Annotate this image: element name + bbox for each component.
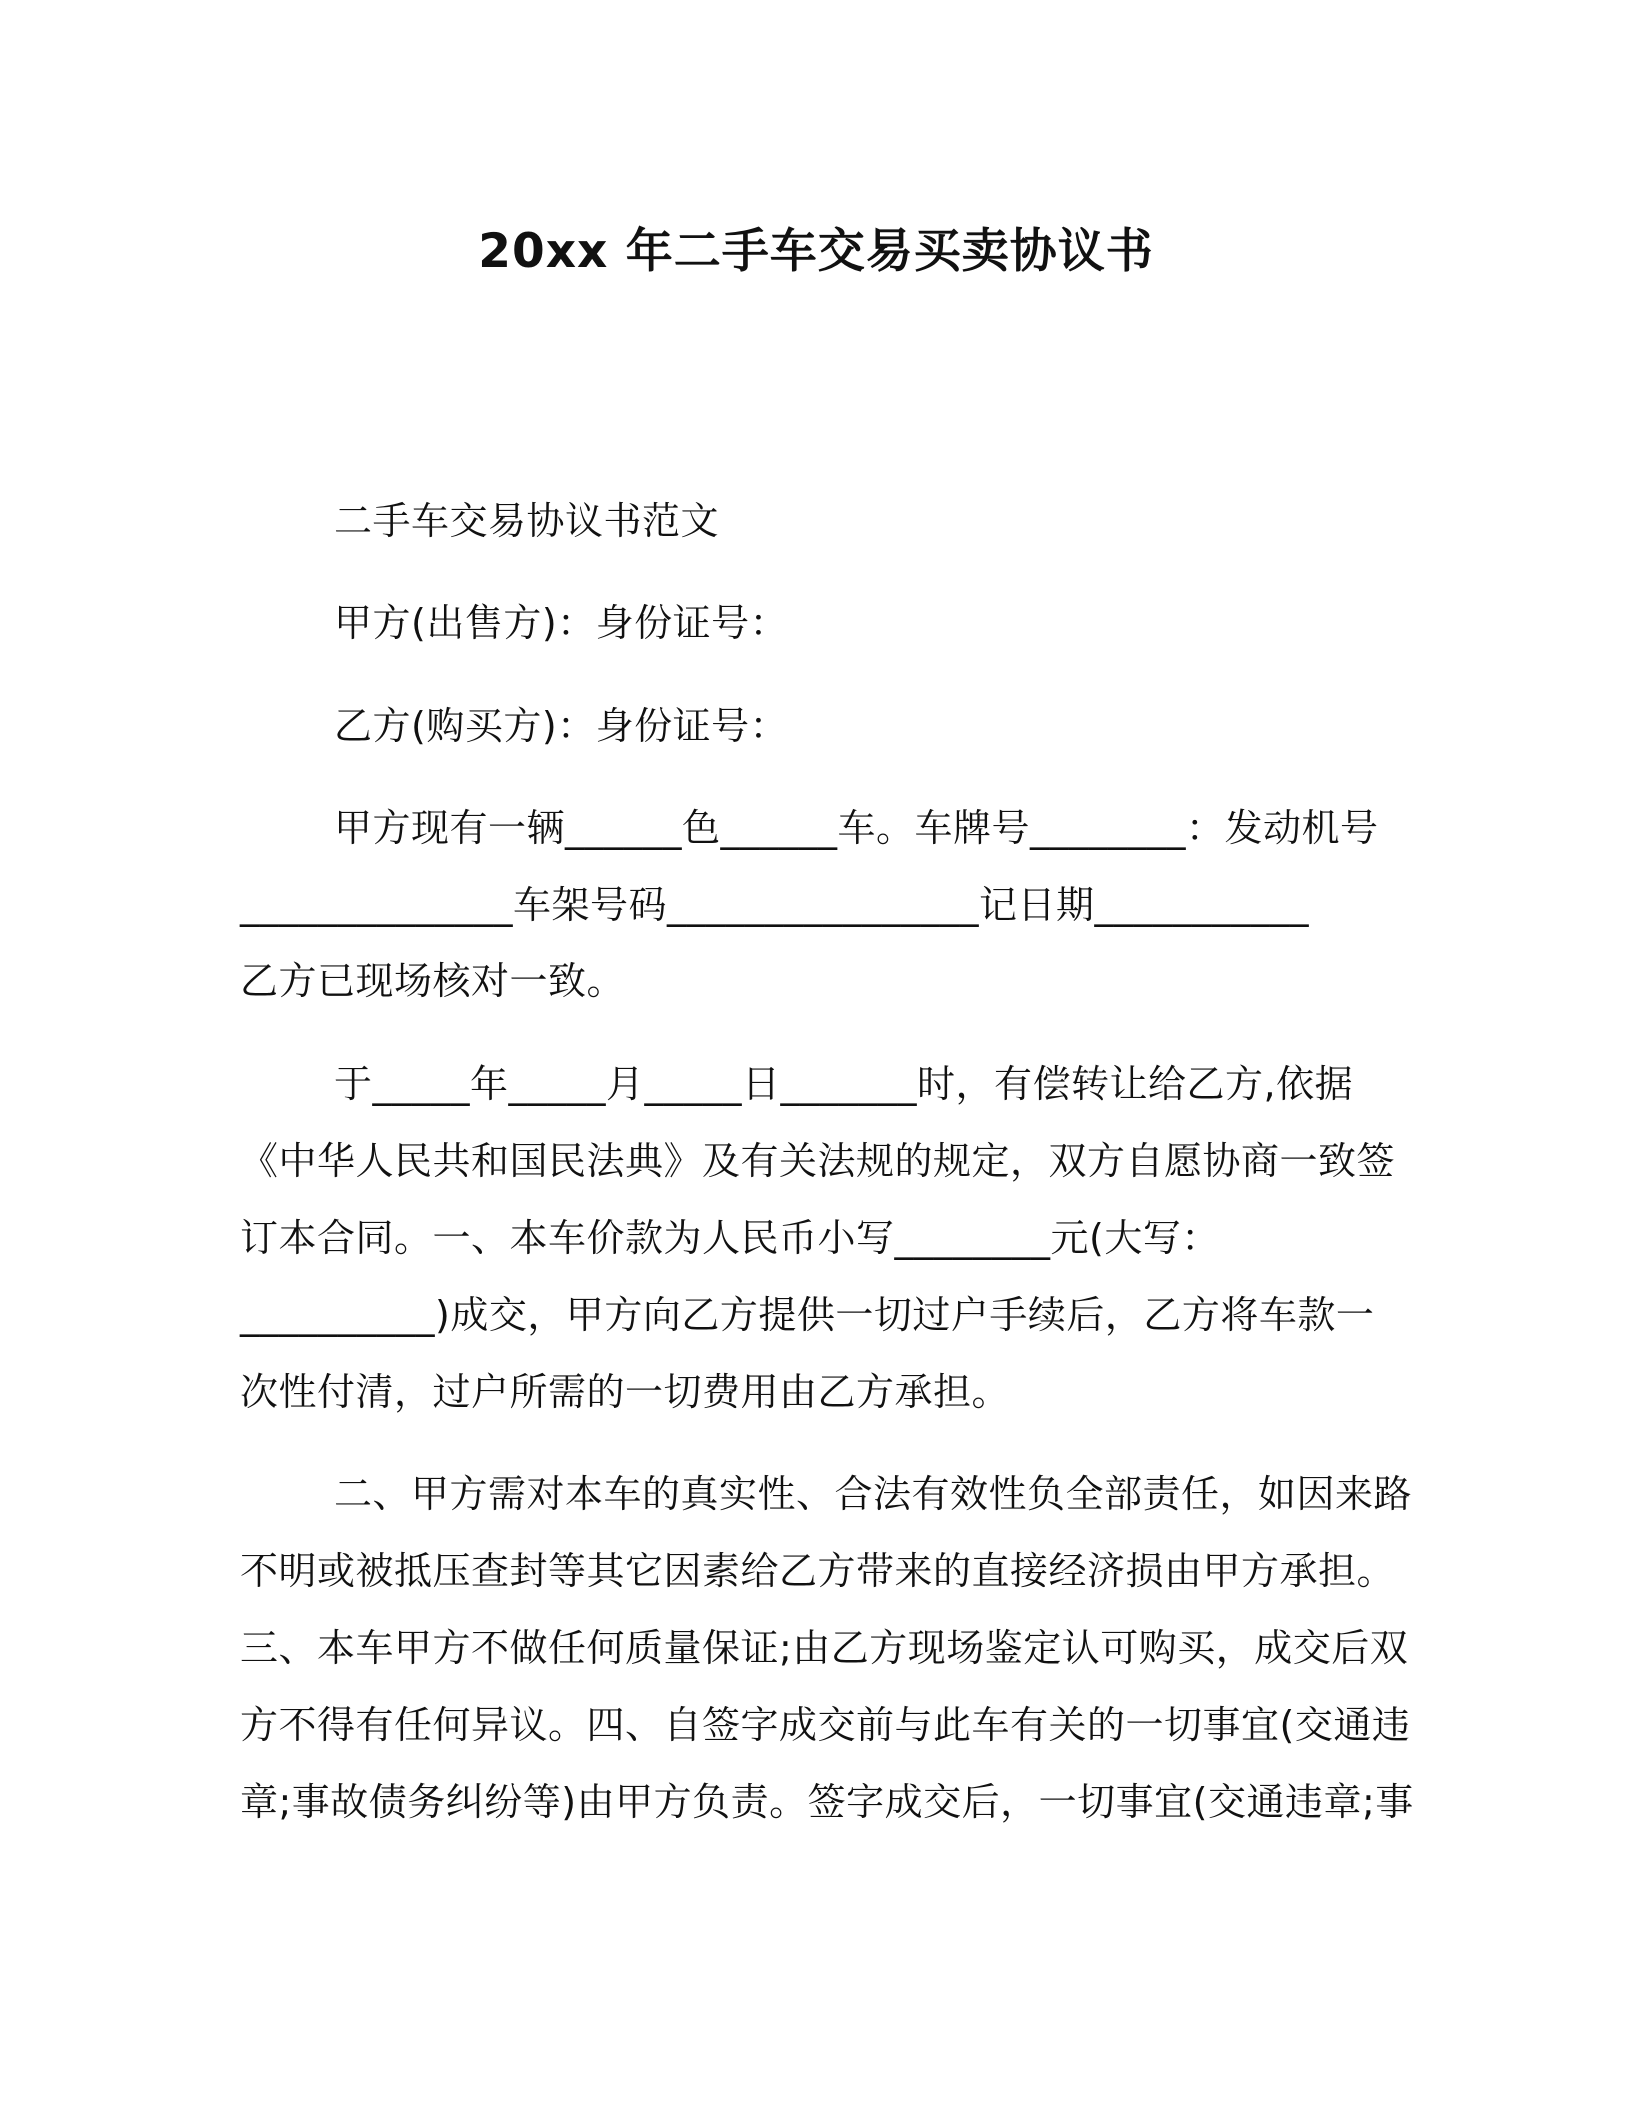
paragraph-line: 次性付清，过户所需的一切费用由乙方承担。	[240, 1370, 1011, 1414]
document-title: 20xx 年二手车交易买卖协议书	[478, 224, 1154, 279]
paragraph-line: ______________车架号码________________记日期___________	[240, 883, 1310, 927]
paragraph-line: 乙方已现场核对一致。	[240, 959, 626, 1003]
paragraph-line: 订本合同。一、本车价款为人民币小写________元(大写：	[240, 1216, 1220, 1260]
paragraph-line: 《中华人民共和国民法典》及有关法规的规定，双方自愿协商一致签	[240, 1139, 1396, 1183]
party-b-line: 乙方(购买方)：身份证号：	[334, 704, 789, 748]
paragraph-line: __________)成交，甲方向乙方提供一切过户手续后，乙方将车款一	[240, 1293, 1375, 1337]
party-a-line: 甲方(出售方)：身份证号：	[334, 601, 789, 645]
paragraph-line: 章;事故债务纠纷等)由甲方负责。签字成交后，一切事宜(交通违章;事	[240, 1780, 1414, 1824]
paragraph-line: 甲方现有一辆______色______车。车牌号________：发动机号	[334, 806, 1379, 850]
section-heading: 二手车交易协议书范文	[334, 499, 720, 543]
paragraph-line: 三、本车甲方不做任何质量保证;由乙方现场鉴定认可购买，成交后双	[240, 1626, 1409, 1670]
paragraph-line: 不明或被抵压查封等其它因素给乙方带来的直接经济损由甲方承担。	[240, 1549, 1396, 1593]
paragraph-line: 二、甲方需对本车的真实性、合法有效性负全部责任，如因来路	[334, 1472, 1413, 1516]
paragraph-line: 方不得有任何异议。四、自签字成交前与此车有关的一切事宜(交通违	[240, 1703, 1411, 1747]
paragraph-line: 于_____年_____月_____日_______时，有偿转让给乙方,依据	[334, 1062, 1354, 1106]
